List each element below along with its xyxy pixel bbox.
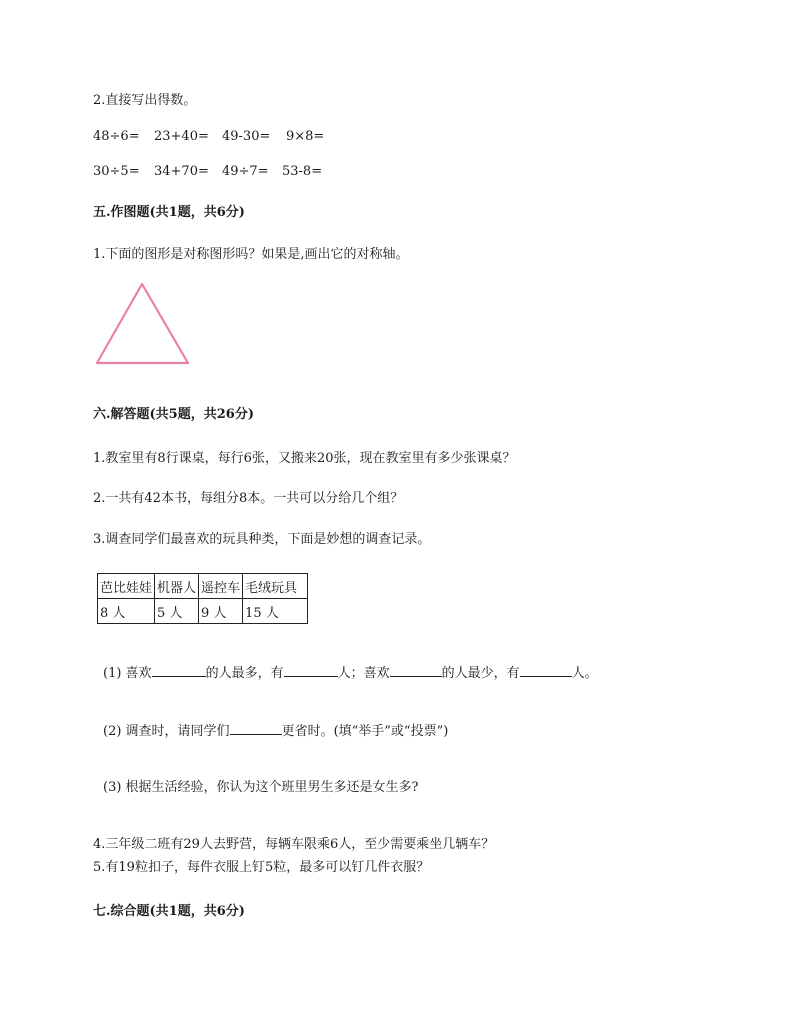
- section-6-heading: 六.解答题(共5题，共26分): [93, 407, 254, 422]
- answer-blank[interactable]: [230, 722, 282, 735]
- toy-survey-table: [97, 573, 308, 624]
- calc-item: 49÷7=: [222, 164, 269, 179]
- sub-question-3: (3) 根据生活经验，你认为这个班里男生多还是女生多?: [103, 780, 419, 795]
- answer-blank[interactable]: [152, 664, 206, 677]
- sub-question-1-text: (1) 喜欢: [103, 666, 152, 681]
- table-header-cell: 芭比娃娃: [98, 574, 155, 599]
- sub-question-2: [103, 722, 448, 741]
- table-row: [98, 574, 308, 599]
- section-6-question-4: 4.三年级二班有29人去野营，每辆车限乘6人，至少需要乘坐几辆车？: [93, 837, 495, 852]
- table-cell: 5 人: [155, 599, 199, 624]
- calc-item: 9×8=: [286, 129, 325, 144]
- table-cell: 9 人: [199, 599, 243, 624]
- sub-question-2-text: (2) 调查时，请同学们: [103, 724, 230, 739]
- calc-item: 23+40=: [154, 129, 209, 144]
- table-cell: 8 人: [98, 599, 155, 624]
- sub-question-1-text: 的人最多，有: [205, 666, 284, 681]
- calc-item: 30÷5=: [93, 164, 140, 179]
- sub-question-1-text: 人。: [571, 666, 598, 681]
- table-header-cell: 毛绒玩具: [243, 574, 308, 599]
- section-5-heading: 五.作图题(共1题，共6分): [93, 205, 245, 220]
- section-6-question-3: 3.调查同学们最喜欢的玩具种类，下面是妙想的调查记录。: [93, 532, 431, 547]
- calc-item: 48÷6=: [93, 129, 140, 144]
- section-6-question-1: 1.教室里有8行课桌，每行6张，又搬来20张，现在教室里有多少张课桌？: [93, 451, 516, 466]
- sub-question-1-text: 人；喜欢: [337, 666, 390, 681]
- table-header-cell: 遥控车: [199, 574, 243, 599]
- answer-blank[interactable]: [520, 664, 572, 677]
- question-2-title: 2.直接写出得数。: [93, 93, 197, 108]
- calc-item: 49-30=: [222, 129, 271, 144]
- table-row: [98, 599, 308, 624]
- calc-item: 34+70=: [154, 164, 209, 179]
- section-6-question-5: 5.有19粒扣子，每件衣服上钉5粒，最多可以钉几件衣服？: [93, 860, 430, 875]
- sub-question-1: [103, 664, 598, 683]
- section-7-heading: 七.综合题(共1题，共6分): [93, 904, 245, 919]
- table-cell: 15 人: [243, 599, 308, 624]
- answer-blank[interactable]: [390, 664, 442, 677]
- section-6-question-2: 2.一共有42本书，每组分8本。一共可以分给几个组？: [93, 491, 404, 506]
- answer-blank[interactable]: [284, 664, 338, 677]
- calc-item: 53-8=: [282, 164, 323, 179]
- sub-question-2-text: 更省时。(填“举手”或“投票”): [281, 724, 449, 739]
- table-header-cell: 机器人: [155, 574, 199, 599]
- section-5-question-1: 1.下面的图形是对称图形吗？如果是,画出它的对称轴。: [93, 247, 409, 262]
- triangle-figure: [94, 280, 192, 368]
- sub-question-1-text: 的人最少，有: [441, 666, 520, 681]
